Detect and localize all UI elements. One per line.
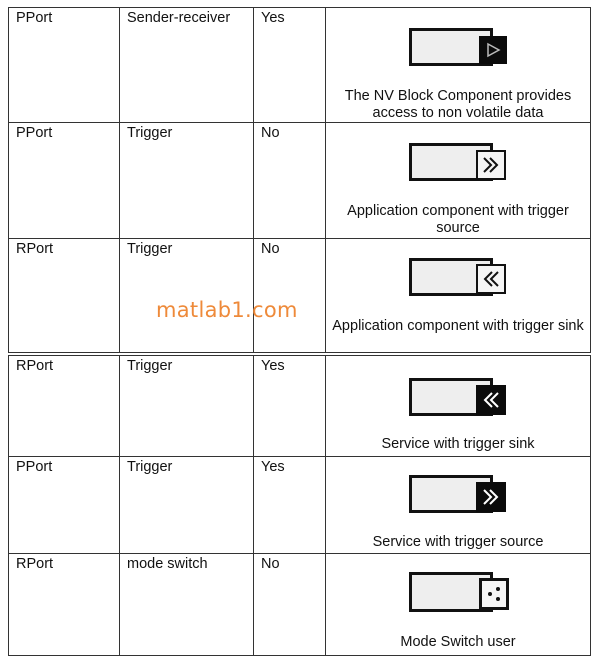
table-row <box>9 356 591 457</box>
description-cell <box>326 123 591 239</box>
port-type-cell: RPort <box>9 356 120 457</box>
caption: Service with trigger source <box>372 534 544 550</box>
interface-cell: Trigger <box>120 356 254 457</box>
trigger-source-icon <box>409 143 513 183</box>
description-cell <box>326 457 591 554</box>
three-dots-icon <box>484 584 504 604</box>
port-table-2 <box>8 355 591 656</box>
port-type-cell: PPort <box>9 123 120 239</box>
double-chevron-right-icon <box>481 156 501 174</box>
triangle-right-icon <box>484 41 502 59</box>
mode-switch-user-icon <box>409 572 513 612</box>
double-chevron-left-icon <box>481 391 501 409</box>
nv-block-provider-icon <box>409 28 513 68</box>
interface-cell: Trigger <box>120 239 254 353</box>
service-cell: No <box>254 554 326 656</box>
port-type-cell: PPort <box>9 8 120 123</box>
caption: The NV Block Component provides access to non volatile data <box>344 88 572 121</box>
service-trigger-source-icon <box>409 475 513 515</box>
description-cell <box>326 8 591 123</box>
table-row <box>9 554 591 656</box>
port-type-cell: PPort <box>9 457 120 554</box>
table-row <box>9 8 591 123</box>
interface-cell: Sender-receiver <box>120 8 254 123</box>
interface-cell: Trigger <box>120 123 254 239</box>
trigger-sink-icon <box>409 258 513 298</box>
description-cell <box>326 239 591 353</box>
service-cell: No <box>254 123 326 239</box>
caption: Service with trigger sink <box>381 436 535 452</box>
port-type-cell: RPort <box>9 239 120 353</box>
watermark: matlab1.com <box>156 298 298 322</box>
service-cell: No <box>254 239 326 353</box>
caption: Application component with trigger source <box>347 203 569 236</box>
interface-cell: mode switch <box>120 554 254 656</box>
description-cell <box>326 356 591 457</box>
service-trigger-sink-icon <box>409 378 513 418</box>
interface-cell: Trigger <box>120 457 254 554</box>
double-chevron-left-icon <box>481 270 501 288</box>
description-cell <box>326 554 591 656</box>
table-row <box>9 123 591 239</box>
port-table-1 <box>8 7 591 353</box>
service-cell: Yes <box>254 457 326 554</box>
table-row <box>9 457 591 554</box>
double-chevron-right-icon <box>481 488 501 506</box>
caption: Application component with trigger sink <box>332 318 584 334</box>
table-row <box>9 239 591 353</box>
service-cell: Yes <box>254 8 326 123</box>
caption: Mode Switch user <box>400 634 516 650</box>
service-cell: Yes <box>254 356 326 457</box>
port-type-cell: RPort <box>9 554 120 656</box>
